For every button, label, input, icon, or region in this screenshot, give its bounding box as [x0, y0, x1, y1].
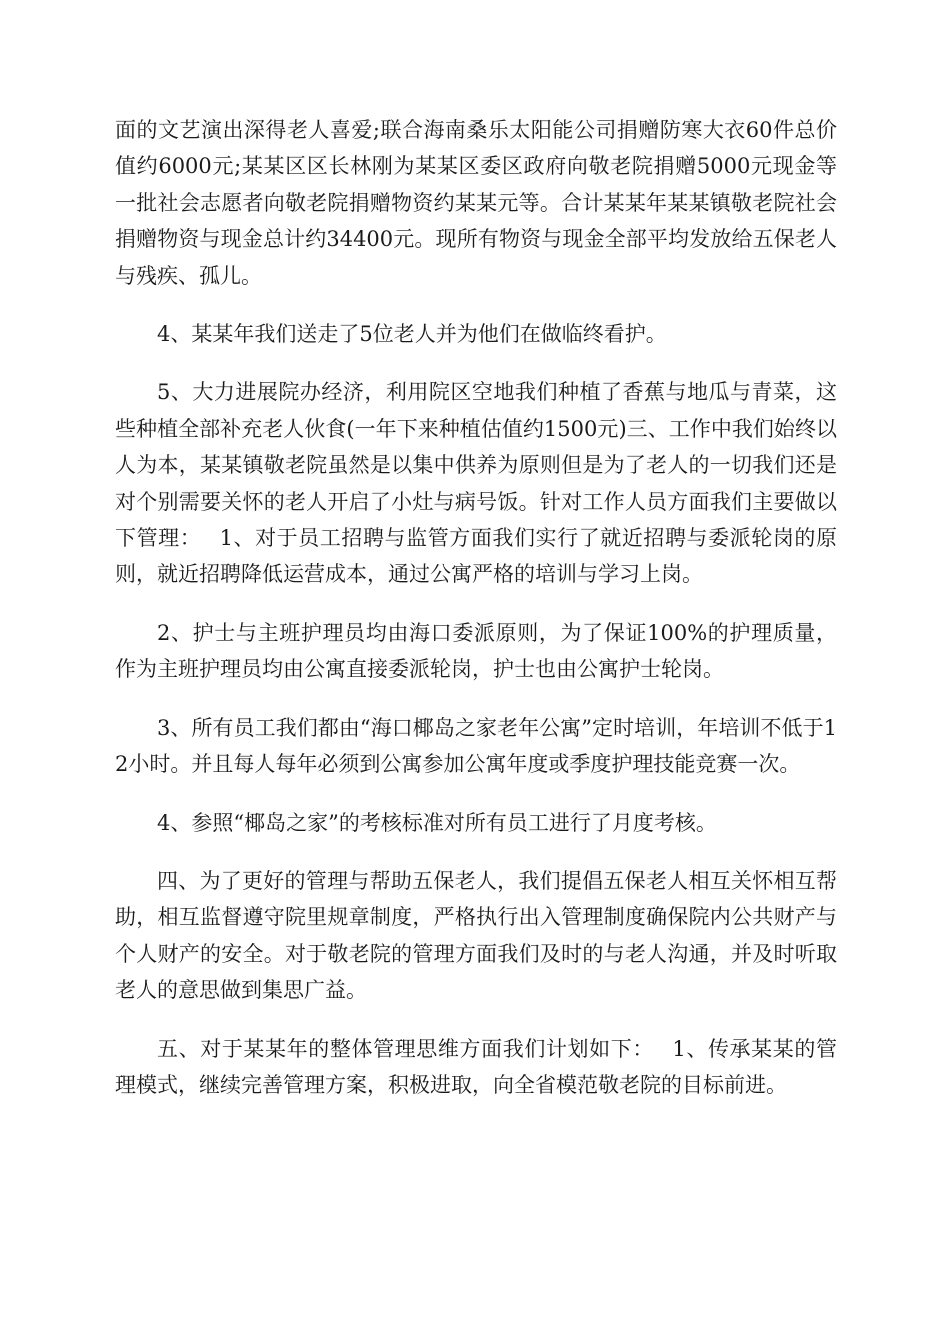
paragraph-training: 3、所有员工我们都由“海口椰岛之家老年公寓”定时培训，年培训不低于12小时。并且每人每年必须到公寓参加公寓年度或季度护理技能竞赛一次。	[115, 715, 837, 777]
paragraph-end-of-life-care: 4、某某年我们送走了5位老人并为他们在做临终看护。	[157, 322, 667, 347]
paragraph-donations: 面的文艺演出深得老人喜爱;联合海南桑乐太阳能公司捐赠防寒大衣60件总价值约6000元;某某区区长林刚为某某区委区政府向敬老院捐赠5000元现金等一批社会志愿者向敬老院捐赠物资约某某元等。合计某某年某某镇敬老院社会捐赠物资与现金总计约34400元。现所有物资与现金全部平均发放给五保老人与残疾、孤儿。	[115, 118, 837, 288]
paragraph-mutual-help: 四、为了更好的管理与帮助五保老人，我们提倡五保老人相互关怀相互帮助，相互监督遵守院里规章制度，严格执行出入管理制度确保院内公共财产与个人财产的安全。对于敬老院的管理方面我们及时的与老人沟通，并及时听取老人的意思做到集思广益。	[115, 868, 837, 1003]
document-body	[115, 112, 837, 1125]
paragraph-nurses: 2、护士与主班护理员均由海口委派原则，为了保证100%的护理质量，作为主班护理员均由公寓直接委派轮岗，护士也由公寓护士轮岗。	[115, 620, 837, 682]
paragraph-plan: 五、对于某某年的整体管理思维方面我们计划如下： 1、传承某某的管理模式，继续完善管理方案，积极进取，向全省模范敬老院的目标前进。	[115, 1036, 837, 1097]
paragraph-economy-and-staff: 5、大力进展院办经济，利用院区空地我们种植了香蕉与地瓜与青菜，这些种植全部补充老人伙食(一年下来种植估值约1500元)三、工作中我们始终以人为本，某某镇敬老院虽然是以集中供养为原则但是为了老人的一切我们还是对个别需要关怀的老人开启了小灶与病号饭。针对工作人员方面我们主要做以下管理： 1、对于员工招聘与监管方面我们实行了就近招聘与委派轮岗的原则，就近招聘降低运营成本，通过公寓严格的培训与学习上岗。	[115, 380, 837, 587]
paragraph-assessment: 4、参照“椰岛之家”的考核标准对所有员工进行了月度考核。	[157, 810, 717, 835]
